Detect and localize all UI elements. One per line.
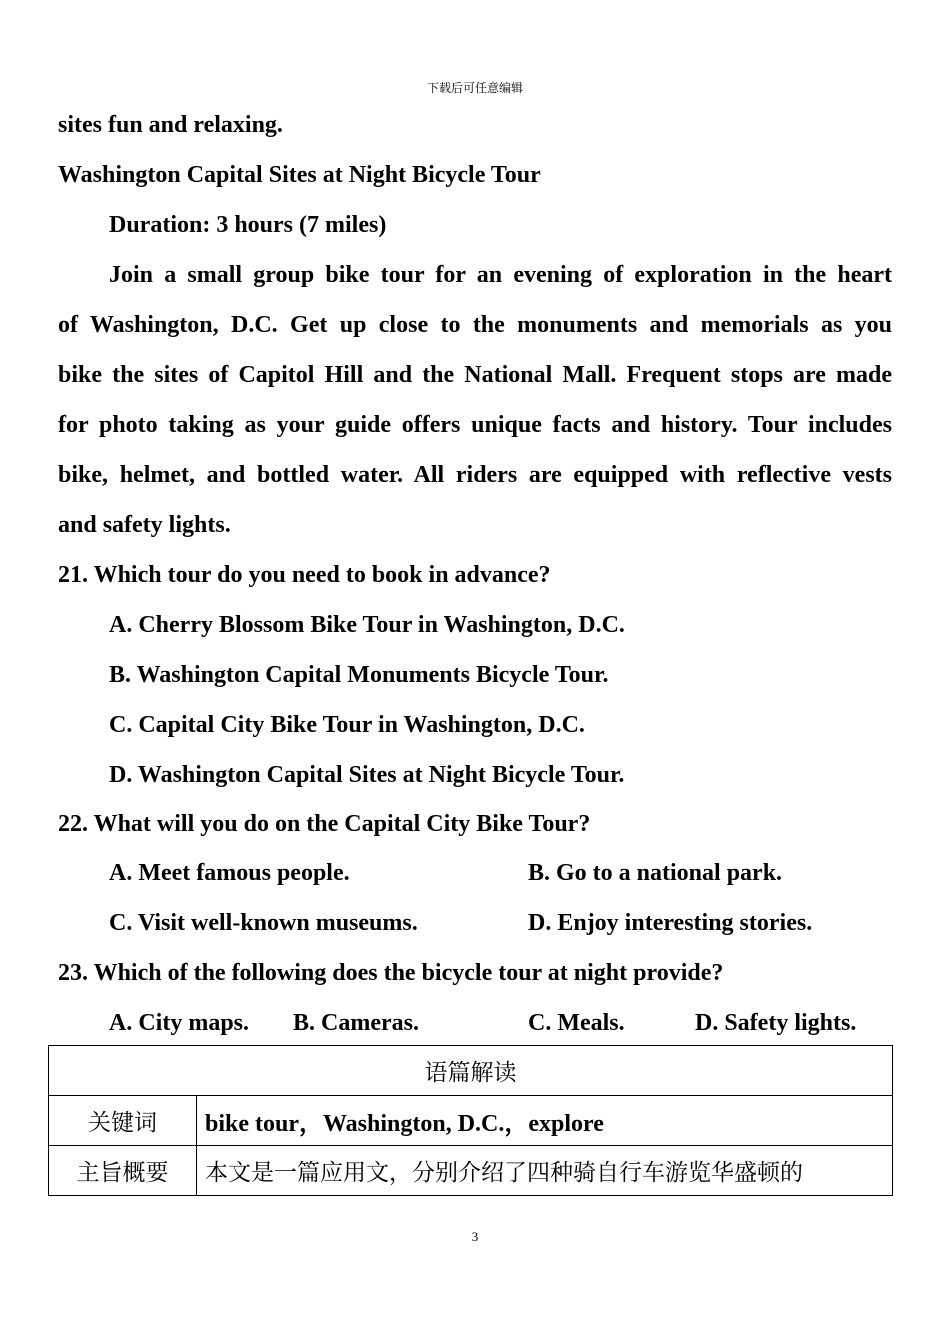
question-22: 22. What will you do on the Capital City Bike Tour? xyxy=(58,811,591,837)
q22-option-c: C. Visit well-known museums. xyxy=(109,910,418,936)
keywords-label: 关键词 xyxy=(49,1096,197,1146)
summary-header: 语篇解读 xyxy=(49,1046,893,1096)
q22-options-row-2 xyxy=(0,908,950,938)
q23-option-c: C. Meals. xyxy=(528,1010,625,1036)
tour-desc-line: bike the sites of Capitol Hill and the National Mall. Frequent stops are made xyxy=(58,362,892,388)
tour-desc-line: for photo taking as your guide offers unique facts and history. Tour includes xyxy=(58,412,892,438)
tour-desc-line: of Washington, D.C. Get up close to the monuments and memorials as you xyxy=(58,312,892,338)
summary-row-keywords xyxy=(49,1096,893,1146)
q22-option-b: B. Go to a national park. xyxy=(528,860,783,886)
q21-option-b: B. Washington Capital Monuments Bicycle Tour. xyxy=(109,662,609,688)
keywords-value: bike tour，Washington, D.C.，explore xyxy=(197,1096,893,1146)
q23-option-a: A. City maps. xyxy=(109,1010,250,1036)
tour-duration: Duration: 3 hours (7 miles) xyxy=(109,212,387,238)
q21-option-a: A. Cherry Blossom Bike Tour in Washington, D.C. xyxy=(109,612,625,638)
summary-table xyxy=(48,1045,893,1196)
intro-end-line: sites fun and relaxing. xyxy=(58,112,283,138)
question-21: 21. Which tour do you need to book in advance? xyxy=(58,562,551,588)
q22-option-a: A. Meet famous people. xyxy=(109,860,350,886)
q23-option-d: D. Safety lights. xyxy=(695,1010,857,1036)
q21-option-c: C. Capital City Bike Tour in Washington, D.C. xyxy=(109,712,585,738)
page-number: 3 xyxy=(471,1229,479,1244)
main-idea-label: 主旨概要 xyxy=(49,1146,197,1196)
q23-option-b: B. Cameras. xyxy=(293,1010,419,1036)
q22-option-d: D. Enjoy interesting stories. xyxy=(528,910,813,936)
main-idea-value: 本文是一篇应用文，分别介绍了四种骑自行车游览华盛顿的 xyxy=(197,1146,893,1196)
q21-option-d: D. Washington Capital Sites at Night Bicycle Tour. xyxy=(109,762,625,788)
tour-desc-line: and safety lights. xyxy=(58,512,231,538)
tour-desc-line: Join a small group bike tour for an evening of exploration in the heart xyxy=(109,262,892,288)
q22-options-row-1 xyxy=(0,858,950,888)
summary-row-main-idea xyxy=(49,1146,893,1196)
tour-desc-line: bike, helmet, and bottled water. All riders are equipped with reflective vests xyxy=(58,462,892,488)
tour-title: Washington Capital Sites at Night Bicycle Tour xyxy=(58,162,541,188)
q23-options-row xyxy=(0,1008,950,1038)
header-note: 下载后可任意编辑 xyxy=(426,81,523,95)
summary-header-row xyxy=(49,1046,893,1096)
question-23: 23. Which of the following does the bicycle tour at night provide? xyxy=(58,960,724,986)
